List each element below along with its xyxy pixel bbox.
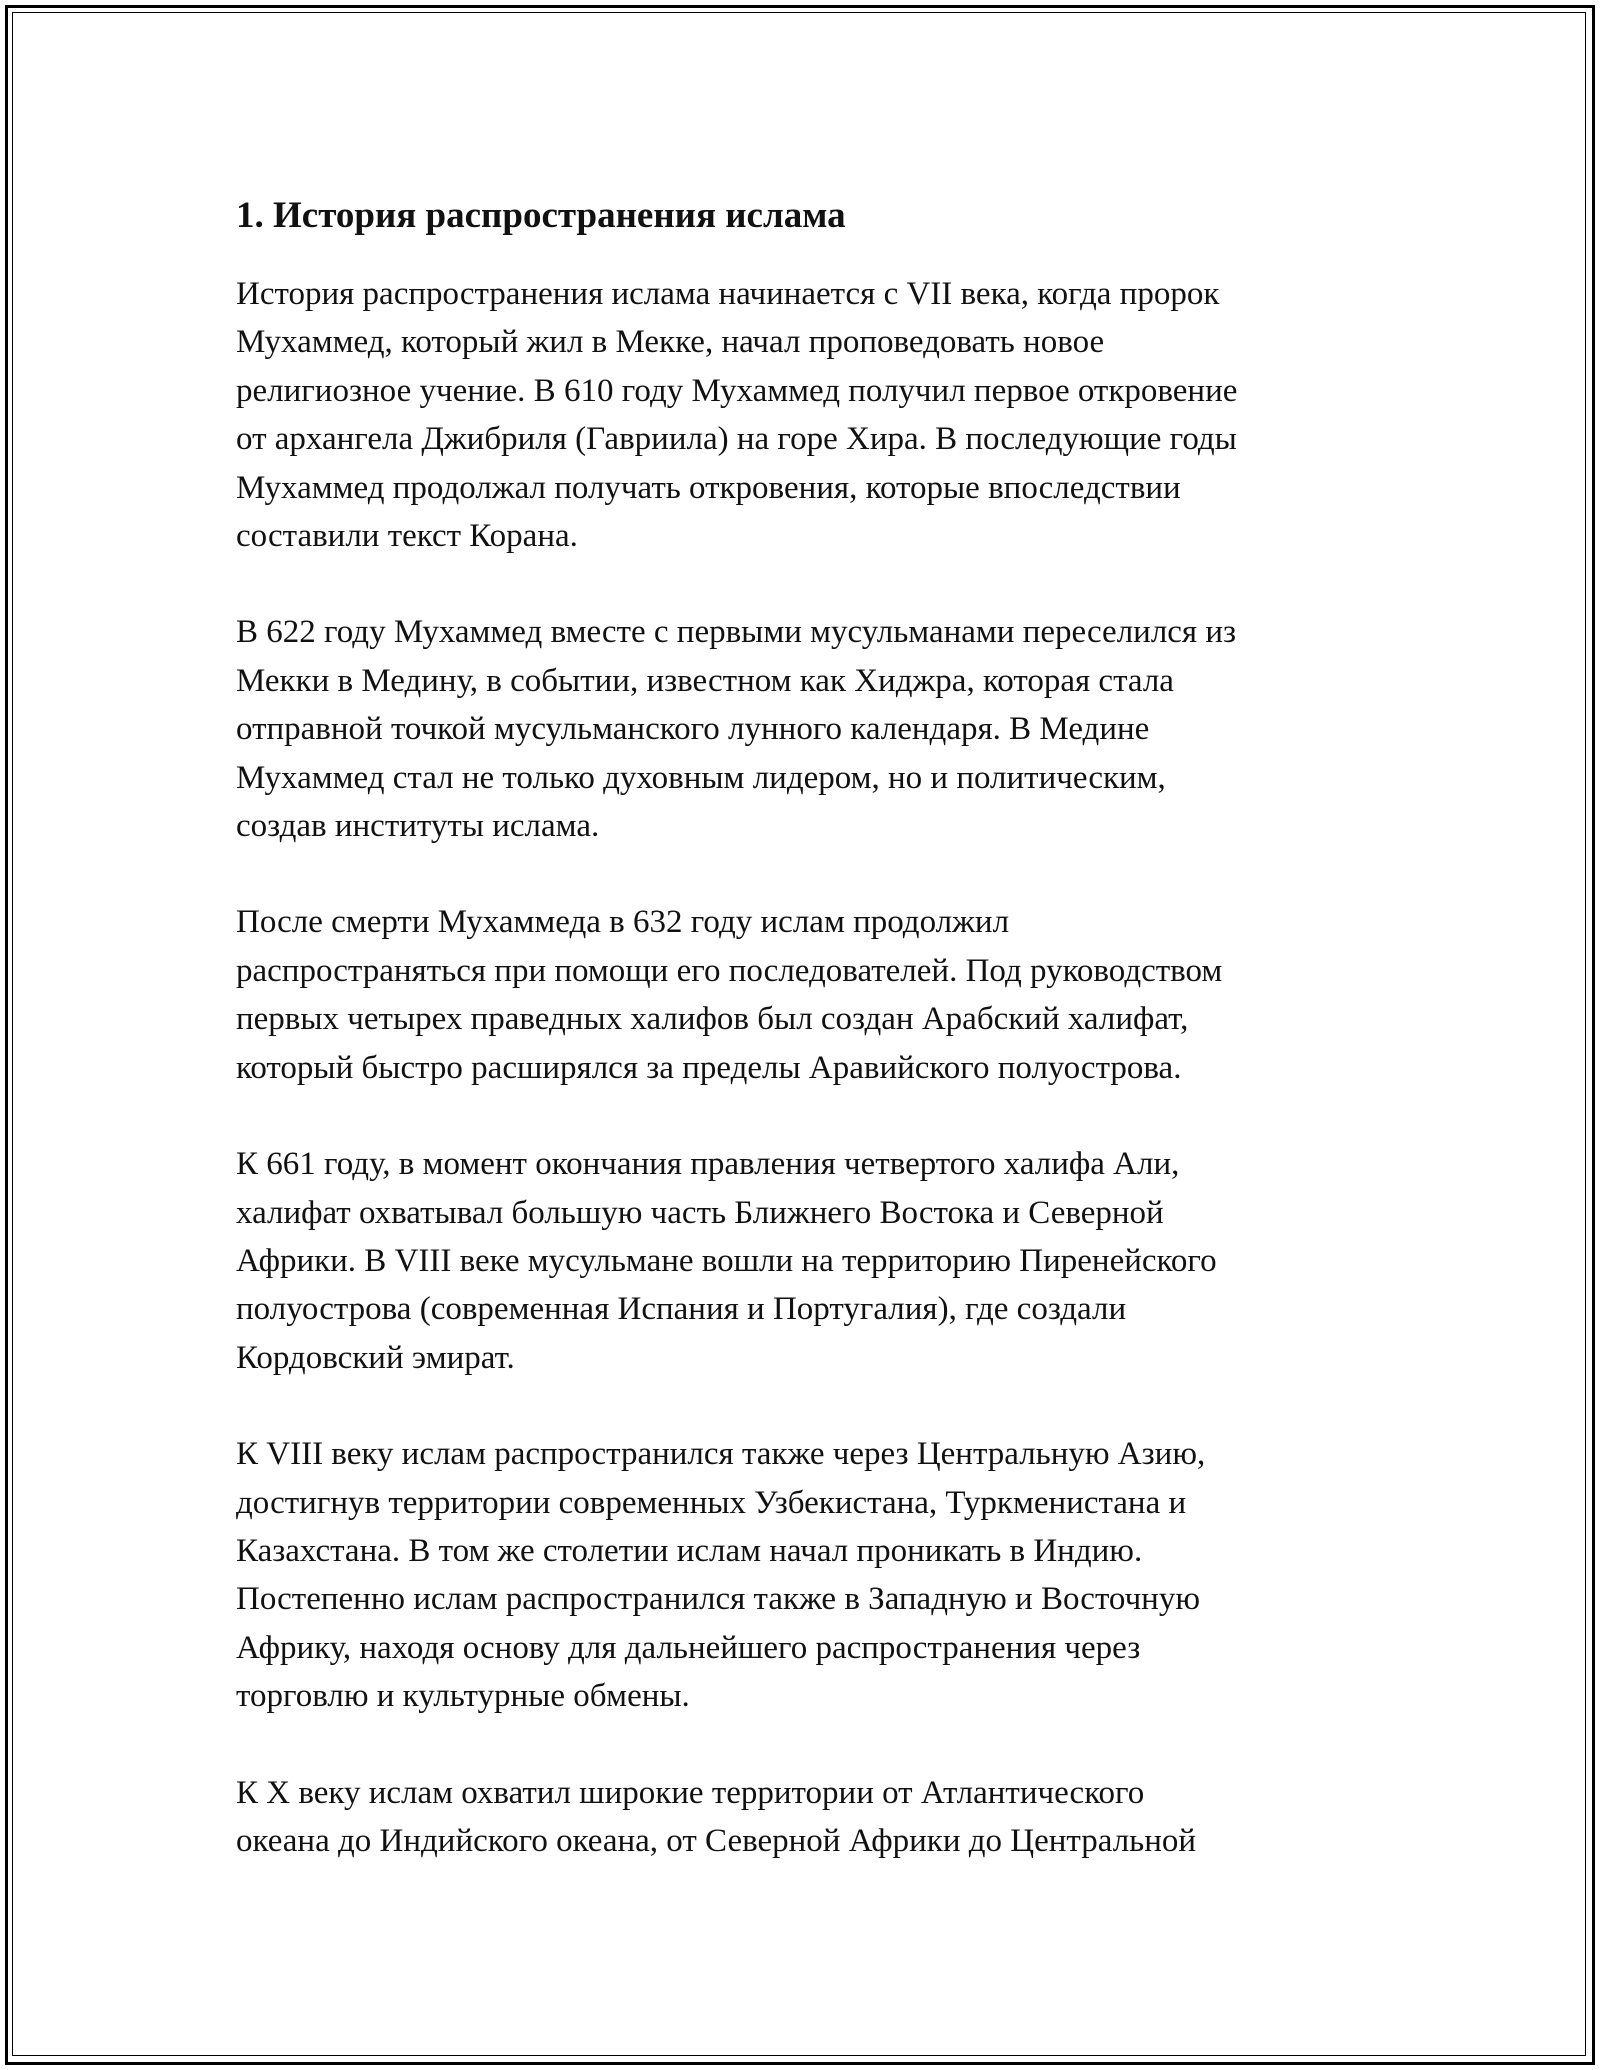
- text-line: Мекки в Медину, в событии, известном как Хиджра, которая стала: [236, 662, 1174, 699]
- text-line: первых четырех праведных халифов был создан Арабский халифат,: [236, 1001, 1189, 1038]
- text-line: Постепенно ислам распространился также в Западную и Восточную: [236, 1581, 1200, 1618]
- text-line: от архангела Джибриля (Гавриила) на горе Хира. В последующие годы: [236, 421, 1237, 458]
- paragraph-2: [236, 608, 1386, 850]
- text-line: который быстро расширялся за пределы Аравийского полуострова.: [236, 1049, 1182, 1086]
- paragraph-3: [236, 898, 1386, 1092]
- text-line: Африки. В VIII веке мусульмане вошли на территорию Пиренейского: [236, 1242, 1217, 1279]
- text-line: составили текст Корана.: [236, 518, 578, 555]
- paragraph-4: [236, 1140, 1386, 1382]
- text-line: К X веку ислам охватил широкие территории от Атлантического: [236, 1774, 1145, 1811]
- text-line: К 661 году, в момент окончания правления четвертого халифа Али,: [236, 1146, 1180, 1183]
- text-line: отправной точкой мусульманского лунного календаря. В Медине: [236, 711, 1150, 748]
- text-line: Мухаммед, который жил в Мекке, начал проповедовать новое: [236, 324, 1105, 361]
- text-line: Мухаммед продолжал получать откровения, которые впоследствии: [236, 469, 1181, 506]
- document-body: [236, 186, 1386, 1865]
- paragraph-1: [236, 270, 1386, 560]
- text-line: океана до Индийского океана, от Северной Африки до Центральной: [236, 1822, 1197, 1859]
- paragraph-5: [236, 1430, 1386, 1720]
- section-heading: 1. История распространения ислама: [236, 195, 846, 236]
- text-line: халифат охватывал большую часть Ближнего Востока и Северной: [236, 1194, 1164, 1231]
- text-line: Африку, находя основу для дальнейшего распространения через: [236, 1629, 1141, 1666]
- text-line: Мухаммед стал не только духовным лидером, но и политическим,: [236, 759, 1166, 796]
- text-line: полуострова (современная Испания и Португалия), где создали: [236, 1291, 1127, 1328]
- text-line: Казахстана. В том же столетии ислам начал проникать в Индию.: [236, 1532, 1143, 1569]
- text-line: создав институты ислама.: [236, 808, 600, 845]
- text-line: После смерти Мухаммеда в 632 году ислам продолжил: [236, 904, 1010, 941]
- paragraph-6: [236, 1769, 1386, 1866]
- text-line: распространяться при помощи его последователей. Под руководством: [236, 952, 1223, 989]
- text-line: достигнув территории современных Узбекистана, Туркменистана и: [236, 1484, 1187, 1521]
- text-line: В 622 году Мухаммед вместе с первыми мусульманами переселился из: [236, 614, 1237, 651]
- text-line: религиозное учение. В 610 году Мухаммед получил первое откровение: [236, 372, 1238, 409]
- text-line: История распространения ислама начинается с VII века, когда пророк: [236, 276, 1220, 312]
- text-line: Кордовский эмират.: [236, 1339, 515, 1376]
- text-line: К VIII веку ислам распространился также через Центральную Азию,: [236, 1436, 1206, 1473]
- text-line: торговлю и культурные обмены.: [236, 1678, 690, 1715]
